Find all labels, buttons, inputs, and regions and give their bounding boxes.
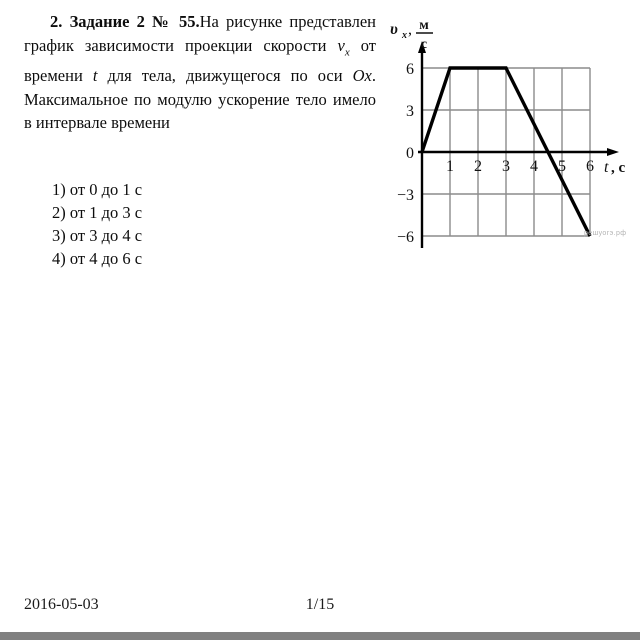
question-text-part3: для тела, движущегося по оси <box>97 66 353 86</box>
answer-option-3[interactable]: 3) от 3 до 4 с <box>52 226 143 245</box>
y-tick-labels <box>397 61 414 246</box>
y-tick-minus-6: −6 <box>396 229 414 246</box>
question-paragraph <box>24 10 376 135</box>
task-label: Задание 2 № 55. <box>69 12 200 31</box>
question-text-part2: от времени <box>24 35 376 86</box>
x-axis-arrowhead <box>607 148 619 156</box>
variable-v-subscript: x <box>344 45 350 58</box>
footer-bottom-bar <box>0 632 640 640</box>
x-tick-labels <box>446 158 594 175</box>
chart-x-axis <box>418 148 619 156</box>
page-footer <box>0 596 640 622</box>
y-axis-title-symbol: υ <box>390 21 398 38</box>
velocity-time-graph <box>388 8 640 254</box>
y-axis-title-subscript: x <box>402 30 407 41</box>
question-text-part4: . Максимальное по модулю ускорение тело имело в интервале времени <box>24 66 376 133</box>
x-tick-4: 4 <box>530 158 538 175</box>
answer-option-2[interactable]: 2) от 1 до 3 с <box>52 203 143 222</box>
x-tick-5: 5 <box>558 158 566 175</box>
watermark: решуогэ.рф <box>584 230 627 237</box>
x-tick-1: 1 <box>446 158 454 175</box>
x-tick-3: 3 <box>502 158 510 175</box>
y-axis-unit-denominator: с <box>420 37 428 52</box>
task-number-prefix: 2. <box>50 12 63 31</box>
y-tick-minus-3: −3 <box>396 187 414 204</box>
x-axis-title-symbol: t <box>604 159 609 176</box>
footer-page-number: 1/15 <box>305 596 335 613</box>
x-tick-2: 2 <box>474 158 482 175</box>
x-axis-title <box>604 159 626 176</box>
y-tick-3: 3 <box>406 103 414 120</box>
footer-date: 2016-05-03 <box>24 596 99 613</box>
question-block <box>24 10 376 135</box>
y-axis-unit-numerator: м <box>419 18 429 33</box>
x-axis-title-unit: , с <box>611 160 626 176</box>
x-tick-6: 6 <box>586 158 594 175</box>
y-tick-0: 0 <box>406 145 414 162</box>
variable-t: t <box>92 66 98 86</box>
answer-option-4[interactable]: 4) от 4 до 6 с <box>52 249 143 268</box>
question-text-part1: На рисунке представлен график зависимости проекции скорости <box>24 12 376 55</box>
answer-options-list <box>52 178 312 270</box>
y-axis-title-comma: , <box>408 21 412 38</box>
variable-v: v <box>337 35 345 55</box>
variable-ox: Ox <box>352 66 372 86</box>
answer-option-1[interactable]: 1) от 0 до 1 с <box>52 180 143 199</box>
y-tick-6: 6 <box>406 61 414 78</box>
chart-svg <box>388 8 640 254</box>
y-axis-title <box>390 18 433 52</box>
